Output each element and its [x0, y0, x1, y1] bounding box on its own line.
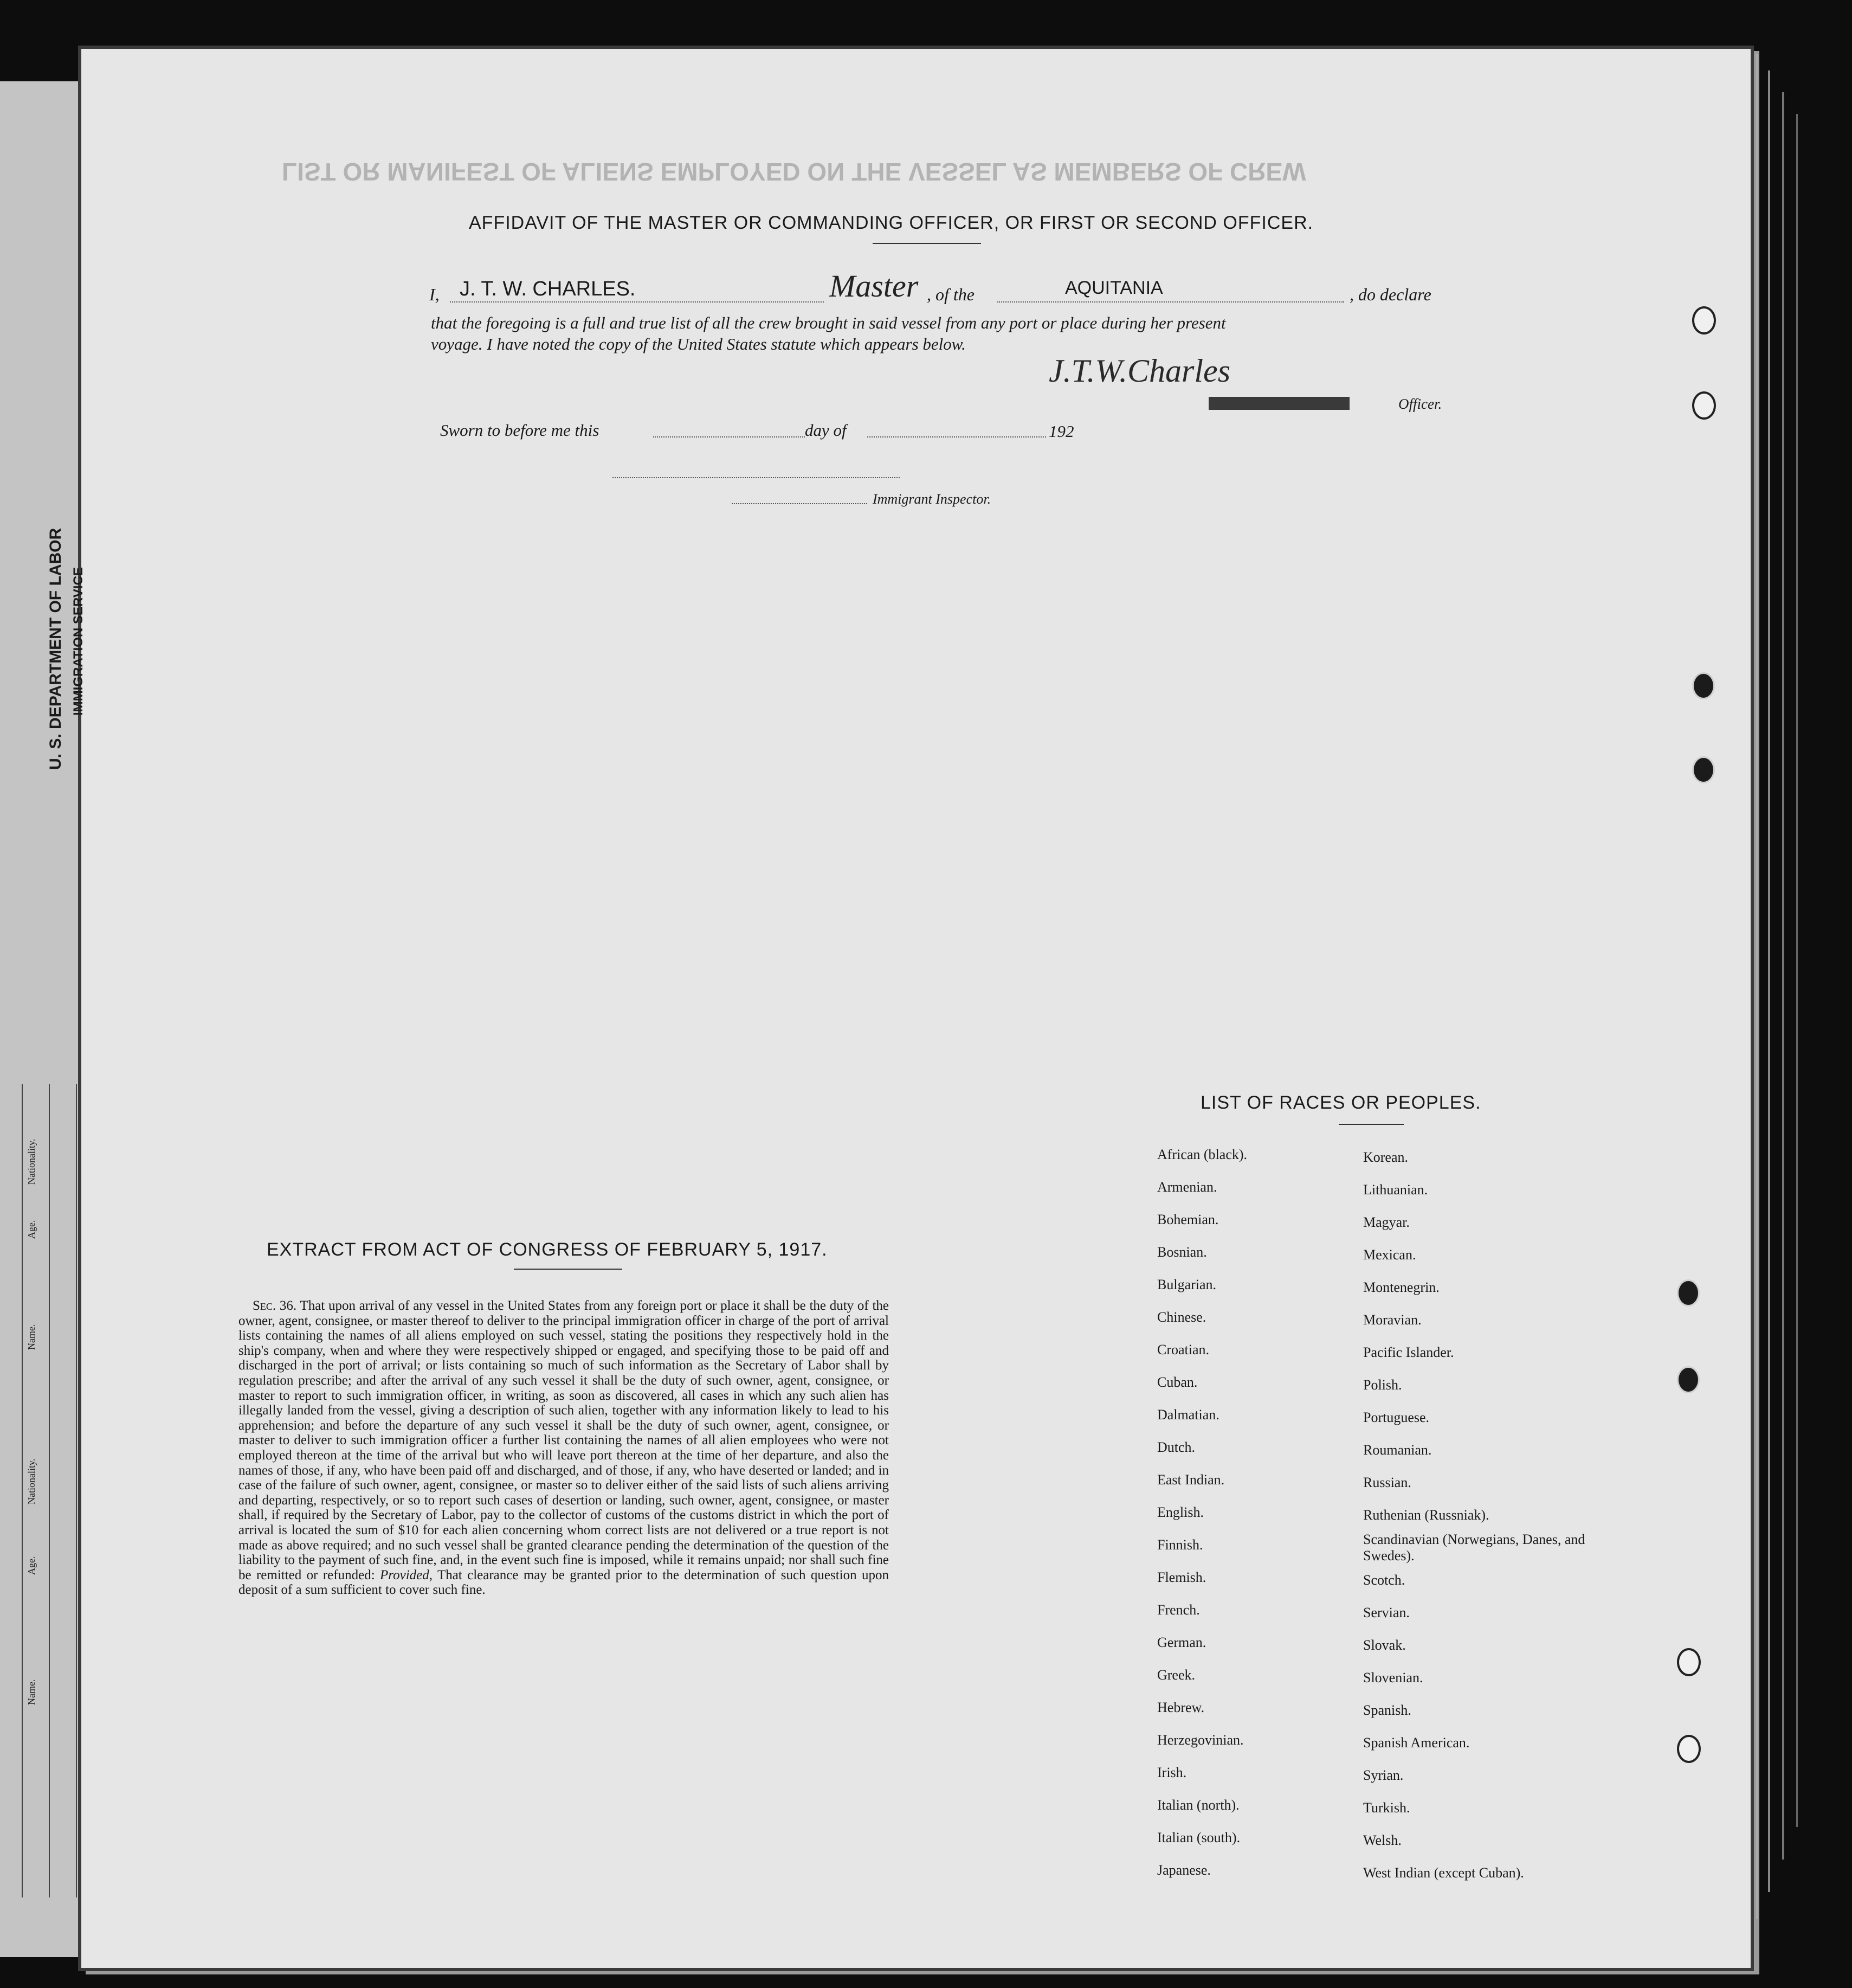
race-item: Spanish. [1363, 1702, 1411, 1718]
races-left-column [1157, 1138, 1247, 1887]
extract-title: EXTRACT FROM ACT OF CONGRESS OF FEBRUARY 5, 1917. [267, 1239, 828, 1260]
race-item: Portuguese. [1363, 1410, 1430, 1425]
race-item: Dalmatian. [1157, 1407, 1219, 1423]
race-item: Russian. [1363, 1475, 1411, 1490]
affidavit-title-rule [873, 243, 981, 244]
race-item: Greek. [1157, 1667, 1196, 1683]
race-item: Dutch. [1157, 1439, 1196, 1455]
punch-hole [1677, 1735, 1701, 1763]
extract-title-rule [514, 1269, 622, 1270]
inspector-signature-line-2 [732, 503, 867, 504]
race-item: Slovak. [1363, 1637, 1406, 1653]
race-item: German. [1157, 1635, 1206, 1650]
side-col-name-2: Name. [26, 1679, 37, 1705]
race-item: Spanish American. [1363, 1735, 1470, 1751]
race-item: Japanese. [1157, 1862, 1211, 1878]
vessel-name-value: AQUITANIA [1065, 278, 1163, 298]
race-item: Welsh. [1363, 1832, 1402, 1848]
side-col-nationality-2: Nationality. [26, 1458, 37, 1504]
race-item: Bulgarian. [1157, 1277, 1217, 1292]
race-item: Herzegovinian. [1157, 1732, 1244, 1748]
race-item: Flemish. [1157, 1569, 1206, 1585]
race-item: Ruthenian (Russniak). [1363, 1507, 1489, 1523]
race-item: Pacific Islander. [1363, 1344, 1454, 1360]
side-col-name-1: Name. [26, 1324, 37, 1350]
race-item: Servian. [1363, 1605, 1410, 1620]
race-item: Irish. [1157, 1765, 1187, 1780]
provided-label: Provided, [380, 1567, 433, 1582]
race-item: Bohemian. [1157, 1212, 1219, 1227]
race-item: Scotch. [1363, 1572, 1405, 1588]
race-item: English. [1157, 1504, 1204, 1520]
stacked-page-edges [1756, 54, 1816, 1919]
race-item: Armenian. [1157, 1179, 1217, 1195]
reverse-side-bleed-through: LIST OR MANIFEST OF ALIENS EMPLOYED ON THE VESSEL AS MEMBERS OF CREW [282, 158, 1306, 186]
sworn-month-line [867, 436, 1046, 438]
punch-hole [1677, 1648, 1701, 1676]
affidavit-line-2: that the foregoing is a full and true list of all the crew brought in said vessel from any port or place during her present [431, 313, 1226, 332]
affidavit-i-label: I, [429, 285, 440, 304]
race-item: Polish. [1363, 1377, 1402, 1393]
master-name-value: J. T. W. CHARLES. [460, 278, 636, 300]
side-col-age-2: Age. [26, 1556, 37, 1575]
race-item: Hebrew. [1157, 1700, 1205, 1715]
side-col-age-1: Age. [26, 1220, 37, 1239]
section-text: That upon arrival of any vessel in the United States from any foreign port or place it shall be the duty of the owner, agent, consignee, or master thereof to deliver to the principal immigration officer in charge of the port of arrival lists containing the names of all aliens employed on such vessel, stating the positions they respectively hold in the ship's company, when and where they were respectively shipped or engaged, and specifying those to be paid off and discharged in the port of arrival; or lists containing so much of such information as the Secretary of Labor shall by regulation prescribe; and after the arrival of any such vessel it shall be the duty of such owner, agent, consignee, or master to report to such immigration officer, in writing, as soon as discovered, all cases in which any such alien has illegally landed from the vessel, giving a description of such alien, together with any information likely to lead to his apprehension; and before the departure of any such vessel it shall be the duty of such owner, agent, consignee, or master to deliver to such immigration officer a further list containing the names of all alien employees who were not employed thereon at the time of the arrival but who will leave port thereon at the time of her departure, and also the names of those, if any, who have been paid off and discharged, and of those, if any, who have deserted or landed; and in case of the failure of such owner, agent, consignee, or master so to deliver either of the said lists of such aliens arriving and departing, respectively, or so to report such cases of desertion or landing, such owner, agent, consignee, or master shall, if required by the Secretary of Labor, pay to the collector of customs of the customs district in which the port of arrival is located the sum of $10 for each alien concerning whom correct lists are not delivered or a true report is not made as above required; and no such vessel shall be granted clearance pending the determination of the question of the liability to the payment of such fine, and, in the event such fine is imposed, while it remains unpaid; nor shall such fine be remitted or refunded: [238, 1298, 889, 1582]
do-declare-label: , do declare [1350, 285, 1431, 304]
race-item: Montenegrin. [1363, 1279, 1440, 1295]
side-col-nationality-1: Nationality. [26, 1138, 37, 1185]
race-item: Slovenian. [1363, 1670, 1423, 1685]
extract-body [238, 1298, 889, 1598]
inspector-signature-line-1 [612, 477, 900, 478]
race-item: East Indian. [1157, 1472, 1225, 1488]
punch-hole [1692, 391, 1716, 420]
vessel-name-line [997, 301, 1344, 303]
race-item: Korean. [1363, 1149, 1409, 1165]
race-item: African (black). [1157, 1147, 1248, 1162]
races-title-rule [1339, 1124, 1404, 1125]
section-tail: That clearance may be granted prior to the determination of such question upon deposit of a sum sufficient to cover such fine. [238, 1567, 889, 1598]
races-title: LIST OF RACES OR PEOPLES. [1201, 1092, 1481, 1113]
service-name: IMMIGRATION SERVICE [71, 567, 86, 716]
rank-handwritten: Master [829, 268, 919, 304]
race-item: Croatian. [1157, 1342, 1210, 1357]
day-of-label: day of [805, 421, 847, 440]
race-item: Finnish. [1157, 1537, 1203, 1553]
affidavit-title: AFFIDAVIT OF THE MASTER OR COMMANDING OFFICER, OR FIRST OR SECOND OFFICER. [469, 213, 1314, 233]
master-signature: J.T.W.Charles [1049, 353, 1231, 389]
master-name-line [450, 301, 824, 303]
department-name: U. S. DEPARTMENT OF LABOR [47, 527, 64, 770]
races-right-column [1363, 1141, 1596, 1889]
race-item: Turkish. [1363, 1800, 1410, 1816]
punch-hole [1692, 756, 1715, 783]
race-item: Italian (south). [1157, 1830, 1241, 1845]
struck-officer-title [1209, 397, 1350, 410]
affidavit-line-3: voyage. I have noted the copy of the United States statute which appears below. [431, 334, 966, 353]
of-the-label: , of the [927, 285, 975, 304]
year-label: 192 [1049, 422, 1074, 441]
race-item: Bosnian. [1157, 1244, 1207, 1260]
punch-hole [1692, 672, 1715, 699]
punch-hole [1677, 1366, 1700, 1393]
side-department-label [47, 527, 95, 1128]
race-item: Italian (north). [1157, 1797, 1240, 1813]
inspector-label: Immigrant Inspector. [873, 491, 991, 507]
race-item: Syrian. [1363, 1767, 1404, 1783]
race-item: French. [1157, 1602, 1200, 1618]
race-item: Roumanian. [1363, 1442, 1432, 1458]
race-item: West Indian (except Cuban). [1363, 1865, 1524, 1881]
officer-label: Officer. [1398, 396, 1442, 412]
sworn-label: Sworn to before me this [440, 421, 599, 440]
punch-hole [1692, 306, 1716, 334]
race-item: Mexican. [1363, 1247, 1416, 1263]
race-item: Scandinavian (Norwegians, Danes, and Swedes). [1363, 1532, 1585, 1564]
race-item: Lithuanian. [1363, 1182, 1428, 1198]
race-item: Chinese. [1157, 1309, 1206, 1325]
punch-hole [1677, 1279, 1700, 1307]
race-item: Cuban. [1157, 1374, 1198, 1390]
sworn-day-line [653, 436, 805, 438]
adjacent-page-column-rules [0, 1084, 81, 1897]
race-item: Magyar. [1363, 1214, 1410, 1230]
section-label: Sec. 36. [253, 1298, 297, 1313]
race-item: Moravian. [1363, 1312, 1422, 1328]
